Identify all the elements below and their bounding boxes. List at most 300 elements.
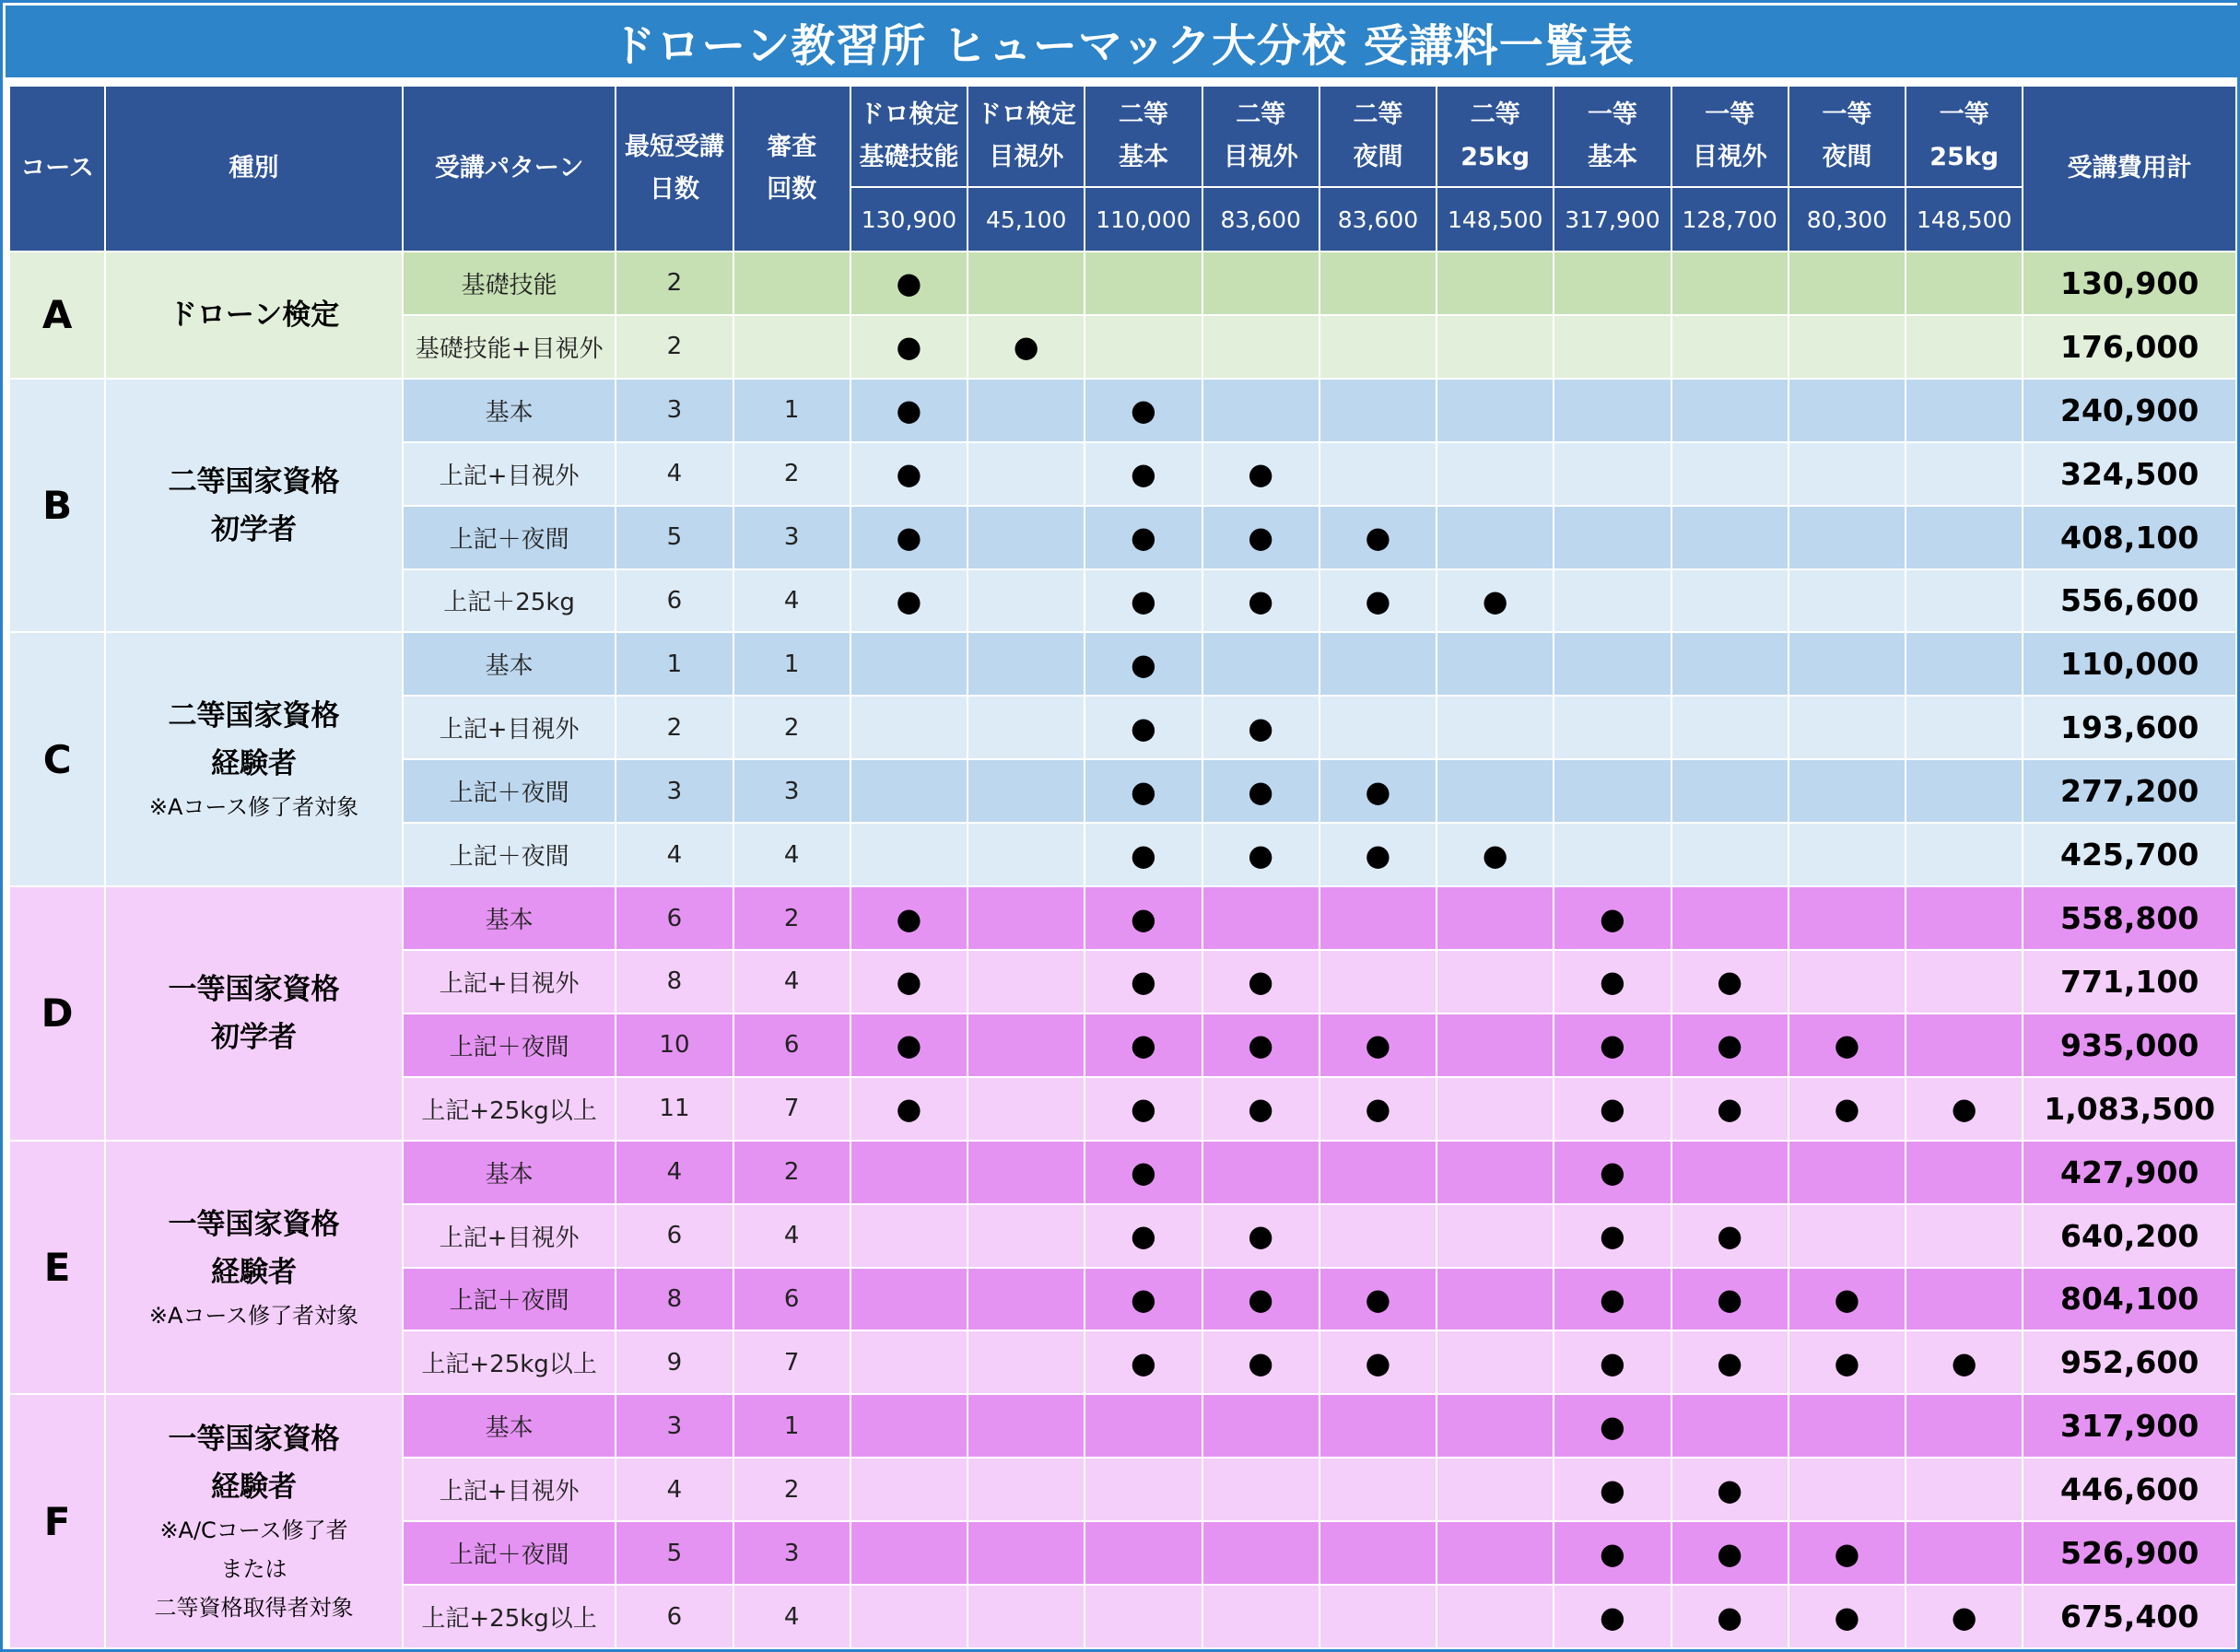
module-label-line1: 二等 xyxy=(1470,100,1520,129)
pattern-cell: 上記＋夜間 xyxy=(403,759,616,823)
module-cell xyxy=(850,1268,968,1331)
min-days-cell: 4 xyxy=(616,1458,733,1521)
module-fee: 110,000 xyxy=(1085,187,1202,252)
included-dot: ● xyxy=(850,506,968,569)
module-label-line2: 夜間 xyxy=(1353,143,1403,171)
review-count-cell xyxy=(733,252,850,315)
module-cell xyxy=(1437,1268,1554,1331)
category-line: ドローン検定 xyxy=(168,298,340,332)
review-count-cell: 4 xyxy=(733,1204,850,1268)
included-dot: ● xyxy=(1085,506,1202,569)
category-line: 経験者 xyxy=(211,1470,298,1505)
category-line: 二等国家資格 xyxy=(168,464,340,498)
module-cell xyxy=(1437,759,1554,823)
module-cell xyxy=(850,1141,968,1204)
module-cell xyxy=(850,1330,968,1394)
module-cell xyxy=(1085,1458,1202,1521)
module-cell xyxy=(968,1521,1085,1585)
course-category xyxy=(105,886,403,1141)
included-dot: ● xyxy=(850,1077,968,1141)
module-cell xyxy=(1319,1141,1437,1204)
pattern-cell: 基本 xyxy=(403,379,616,442)
total-fee-cell: 446,600 xyxy=(2023,1458,2236,1521)
included-dot: ● xyxy=(1085,1330,1202,1394)
min-days-cell: 5 xyxy=(616,506,733,569)
category-line: 一等国家資格 xyxy=(168,972,340,1006)
module-fee: 83,600 xyxy=(1319,187,1437,252)
included-dot: ● xyxy=(1906,1077,2023,1141)
min-days-cell: 11 xyxy=(616,1077,733,1141)
module-cell xyxy=(850,759,968,823)
header-module xyxy=(1671,86,1788,187)
header-pattern: 受講パターン xyxy=(403,86,616,252)
table-row xyxy=(9,1141,2236,1204)
pattern-cell: 上記+目視外 xyxy=(403,1204,616,1268)
included-dot: ● xyxy=(1671,1585,1788,1648)
module-cell xyxy=(968,379,1085,442)
module-cell xyxy=(1437,1330,1554,1394)
min-days-cell: 4 xyxy=(616,442,733,506)
module-cell xyxy=(1788,252,1906,315)
pattern-cell: 上記＋25kg xyxy=(403,569,616,633)
module-cell xyxy=(850,1585,968,1648)
review-count-cell xyxy=(733,315,850,379)
module-cell xyxy=(1788,506,1906,569)
module-cell xyxy=(968,1204,1085,1268)
module-cell xyxy=(1554,632,1671,696)
module-cell xyxy=(1319,1394,1437,1458)
review-count-cell: 7 xyxy=(733,1330,850,1394)
module-cell xyxy=(1437,252,1554,315)
total-fee-cell: 193,600 xyxy=(2023,696,2236,759)
included-dot: ● xyxy=(1906,1585,2023,1648)
course-code: F xyxy=(9,1394,105,1648)
module-label-line2: 目視外 xyxy=(989,143,1064,171)
header-course: コース xyxy=(9,86,105,252)
module-cell xyxy=(1906,1013,2023,1077)
included-dot: ● xyxy=(1202,759,1319,823)
course-category xyxy=(105,252,403,379)
module-cell xyxy=(1554,252,1671,315)
module-cell xyxy=(968,950,1085,1013)
review-count-cell: 1 xyxy=(733,1394,850,1458)
included-dot: ● xyxy=(850,252,968,315)
module-cell xyxy=(1437,632,1554,696)
category-note: または xyxy=(220,1556,287,1583)
included-dot: ● xyxy=(1671,1077,1788,1141)
header-module xyxy=(1437,86,1554,187)
module-label-line2: 夜間 xyxy=(1822,143,1872,171)
module-cell xyxy=(968,442,1085,506)
module-label-line1: 二等 xyxy=(1353,100,1403,129)
module-cell xyxy=(1202,632,1319,696)
included-dot: ● xyxy=(1202,569,1319,633)
min-days-cell: 6 xyxy=(616,886,733,950)
pattern-cell: 上記+目視外 xyxy=(403,696,616,759)
pattern-cell: 基本 xyxy=(403,1394,616,1458)
category-note: ※Aコース修了者対象 xyxy=(148,1302,359,1329)
module-cell xyxy=(1085,1521,1202,1585)
course-code: B xyxy=(9,379,105,633)
module-cell xyxy=(1906,886,2023,950)
included-dot: ● xyxy=(1554,1521,1671,1585)
module-cell xyxy=(1906,1521,2023,1585)
pattern-cell: 上記+25kg以上 xyxy=(403,1585,616,1648)
total-fee-cell: 804,100 xyxy=(2023,1268,2236,1331)
module-cell xyxy=(1085,315,1202,379)
module-cell xyxy=(1202,252,1319,315)
header-review-count xyxy=(733,86,850,252)
module-cell xyxy=(1437,1585,1554,1648)
module-cell xyxy=(1085,1585,1202,1648)
module-label-line2: 25kg xyxy=(1929,143,2000,171)
course-category xyxy=(105,1141,403,1395)
pattern-cell: 基本 xyxy=(403,632,616,696)
included-dot: ● xyxy=(1554,1204,1671,1268)
module-cell xyxy=(1671,442,1788,506)
pattern-cell: 上記+目視外 xyxy=(403,442,616,506)
included-dot: ● xyxy=(1788,1013,1906,1077)
included-dot: ● xyxy=(1202,696,1319,759)
module-cell xyxy=(1906,1141,2023,1204)
module-label-line2: 目視外 xyxy=(1223,143,1298,171)
included-dot: ● xyxy=(1554,1141,1671,1204)
module-cell xyxy=(1437,315,1554,379)
min-days-cell: 4 xyxy=(616,823,733,886)
included-dot: ● xyxy=(1554,950,1671,1013)
module-cell xyxy=(1788,886,1906,950)
included-dot: ● xyxy=(1554,1077,1671,1141)
min-days-cell: 4 xyxy=(616,1141,733,1204)
module-cell xyxy=(968,632,1085,696)
review-count-cell: 4 xyxy=(733,569,850,633)
module-cell xyxy=(1437,506,1554,569)
course-code: E xyxy=(9,1141,105,1395)
module-cell xyxy=(1671,1141,1788,1204)
included-dot: ● xyxy=(850,379,968,442)
included-dot: ● xyxy=(850,886,968,950)
module-cell xyxy=(1319,632,1437,696)
module-cell xyxy=(968,1141,1085,1204)
included-dot: ● xyxy=(1085,1013,1202,1077)
module-label-line1: 一等 xyxy=(1939,100,1989,129)
module-cell xyxy=(968,1394,1085,1458)
min-days-cell: 6 xyxy=(616,569,733,633)
module-cell xyxy=(968,1458,1085,1521)
module-cell xyxy=(1788,442,1906,506)
total-fee-cell: 558,800 xyxy=(2023,886,2236,950)
included-dot: ● xyxy=(1085,1204,1202,1268)
course-code: D xyxy=(9,886,105,1141)
included-dot: ● xyxy=(1319,1268,1437,1331)
category-line: 経験者 xyxy=(211,747,298,781)
module-cell xyxy=(1319,1458,1437,1521)
module-cell xyxy=(850,1458,968,1521)
module-cell xyxy=(1671,569,1788,633)
module-label-line1: ドロ検定 xyxy=(859,100,959,129)
included-dot: ● xyxy=(1319,1013,1437,1077)
module-cell xyxy=(1671,632,1788,696)
module-cell xyxy=(1906,315,2023,379)
module-cell xyxy=(1788,632,1906,696)
pattern-cell: 上記＋夜間 xyxy=(403,823,616,886)
module-cell xyxy=(1906,632,2023,696)
table-row xyxy=(9,632,2236,696)
module-cell xyxy=(1554,315,1671,379)
review-count-cell: 3 xyxy=(733,506,850,569)
module-cell xyxy=(1554,759,1671,823)
included-dot: ● xyxy=(1085,823,1202,886)
module-cell xyxy=(1788,1394,1906,1458)
header-module xyxy=(1554,86,1671,187)
included-dot: ● xyxy=(1202,506,1319,569)
module-fee: 83,600 xyxy=(1202,187,1319,252)
module-cell xyxy=(968,1013,1085,1077)
total-fee-cell: 952,600 xyxy=(2023,1330,2236,1394)
included-dot: ● xyxy=(1319,1077,1437,1141)
review-count-cell: 2 xyxy=(733,696,850,759)
included-dot: ● xyxy=(1319,759,1437,823)
module-cell xyxy=(850,696,968,759)
pattern-cell: 基本 xyxy=(403,886,616,950)
category-line: 一等国家資格 xyxy=(168,1207,340,1241)
module-cell xyxy=(1319,696,1437,759)
category-line: 初学者 xyxy=(211,1020,298,1054)
min-days-cell: 2 xyxy=(616,252,733,315)
review-count-cell: 4 xyxy=(733,823,850,886)
module-cell xyxy=(1437,886,1554,950)
module-label-line1: 一等 xyxy=(1587,100,1637,129)
page-title: ドローン教習所 ヒューマック大分校 受講料一覧表 xyxy=(6,6,2240,77)
pattern-cell: 上記＋夜間 xyxy=(403,506,616,569)
module-cell xyxy=(1437,696,1554,759)
included-dot: ● xyxy=(1085,1268,1202,1331)
header-review-line1: 審査 xyxy=(767,133,817,161)
included-dot: ● xyxy=(1554,1394,1671,1458)
included-dot: ● xyxy=(1319,569,1437,633)
fee-table xyxy=(8,85,2237,1649)
module-cell xyxy=(1202,1521,1319,1585)
module-cell xyxy=(850,1394,968,1458)
header-review-line2: 回数 xyxy=(767,175,817,204)
category-note: ※Aコース修了者対象 xyxy=(148,794,359,821)
module-cell xyxy=(1437,379,1554,442)
header-total: 受講費用計 xyxy=(2023,86,2236,252)
module-cell xyxy=(968,759,1085,823)
module-cell xyxy=(968,696,1085,759)
review-count-cell: 1 xyxy=(733,632,850,696)
module-cell xyxy=(1202,315,1319,379)
module-cell xyxy=(1906,823,2023,886)
module-label-line1: 二等 xyxy=(1236,100,1286,129)
total-fee-cell: 317,900 xyxy=(2023,1394,2236,1458)
review-count-cell: 7 xyxy=(733,1077,850,1141)
module-cell xyxy=(1788,823,1906,886)
module-cell xyxy=(1671,696,1788,759)
module-cell xyxy=(1671,886,1788,950)
included-dot: ● xyxy=(1202,1268,1319,1331)
review-count-cell: 4 xyxy=(733,1585,850,1648)
module-cell xyxy=(850,823,968,886)
header-module xyxy=(1085,86,1202,187)
included-dot: ● xyxy=(850,1013,968,1077)
included-dot: ● xyxy=(1671,1204,1788,1268)
module-cell xyxy=(1554,696,1671,759)
category-note: 二等資格取得者対象 xyxy=(154,1595,354,1622)
module-cell xyxy=(1319,315,1437,379)
included-dot: ● xyxy=(1788,1268,1906,1331)
course-code: A xyxy=(9,252,105,379)
module-cell xyxy=(1319,1521,1437,1585)
min-days-cell: 10 xyxy=(616,1013,733,1077)
module-cell xyxy=(1085,252,1202,315)
included-dot: ● xyxy=(1085,569,1202,633)
module-cell xyxy=(1437,1204,1554,1268)
table-row xyxy=(9,379,2236,442)
module-cell xyxy=(968,1585,1085,1648)
course-code: C xyxy=(9,632,105,886)
review-count-cell: 2 xyxy=(733,442,850,506)
module-label-line1: 一等 xyxy=(1822,100,1872,129)
module-cell xyxy=(1906,1394,2023,1458)
module-cell xyxy=(1319,1585,1437,1648)
module-cell xyxy=(1906,506,2023,569)
included-dot: ● xyxy=(1906,1330,2023,1394)
included-dot: ● xyxy=(1319,506,1437,569)
included-dot: ● xyxy=(1554,886,1671,950)
module-fee: 317,900 xyxy=(1554,187,1671,252)
min-days-cell: 5 xyxy=(616,1521,733,1585)
module-cell xyxy=(1319,379,1437,442)
included-dot: ● xyxy=(1085,379,1202,442)
category-note: ※A/Cコース修了者 xyxy=(159,1517,348,1544)
total-fee-cell: 935,000 xyxy=(2023,1013,2236,1077)
module-cell xyxy=(1671,823,1788,886)
included-dot: ● xyxy=(1202,1330,1319,1394)
included-dot: ● xyxy=(1085,759,1202,823)
module-cell xyxy=(1085,1394,1202,1458)
module-cell xyxy=(1671,759,1788,823)
included-dot: ● xyxy=(1319,823,1437,886)
included-dot: ● xyxy=(1319,1330,1437,1394)
total-fee-cell: 408,100 xyxy=(2023,506,2236,569)
included-dot: ● xyxy=(850,569,968,633)
module-cell xyxy=(968,823,1085,886)
table-row xyxy=(9,1394,2236,1458)
module-cell xyxy=(1202,886,1319,950)
category-line: 経験者 xyxy=(211,1255,298,1289)
header-module xyxy=(1319,86,1437,187)
module-cell xyxy=(968,252,1085,315)
module-label-line2: 基本 xyxy=(1587,143,1637,171)
module-cell xyxy=(968,569,1085,633)
module-cell xyxy=(1906,252,2023,315)
review-count-cell: 6 xyxy=(733,1268,850,1331)
module-cell xyxy=(1437,1521,1554,1585)
included-dot: ● xyxy=(850,315,968,379)
total-fee-cell: 427,900 xyxy=(2023,1141,2236,1204)
module-cell xyxy=(1788,696,1906,759)
module-cell xyxy=(1437,1077,1554,1141)
review-count-cell: 3 xyxy=(733,1521,850,1585)
min-days-cell: 9 xyxy=(616,1330,733,1394)
pattern-cell: 上記+25kg以上 xyxy=(403,1077,616,1141)
total-fee-cell: 675,400 xyxy=(2023,1585,2236,1648)
table-row xyxy=(9,886,2236,950)
included-dot: ● xyxy=(1202,1077,1319,1141)
table-body xyxy=(9,252,2236,1648)
module-cell xyxy=(1788,379,1906,442)
included-dot: ● xyxy=(1788,1585,1906,1648)
min-days-cell: 8 xyxy=(616,950,733,1013)
module-label-line1: 一等 xyxy=(1705,100,1755,129)
included-dot: ● xyxy=(1085,1141,1202,1204)
module-cell xyxy=(1437,1141,1554,1204)
included-dot: ● xyxy=(1437,823,1554,886)
category-line: 初学者 xyxy=(211,512,298,546)
module-fee: 148,500 xyxy=(1906,187,2023,252)
total-fee-cell: 771,100 xyxy=(2023,950,2236,1013)
module-cell xyxy=(968,886,1085,950)
module-cell xyxy=(1554,379,1671,442)
module-cell xyxy=(1671,506,1788,569)
total-fee-cell: 240,900 xyxy=(2023,379,2236,442)
total-fee-cell: 324,500 xyxy=(2023,442,2236,506)
module-cell xyxy=(1202,379,1319,442)
min-days-cell: 2 xyxy=(616,315,733,379)
module-cell xyxy=(1202,1458,1319,1521)
included-dot: ● xyxy=(1788,1077,1906,1141)
module-cell xyxy=(968,1330,1085,1394)
total-fee-cell: 526,900 xyxy=(2023,1521,2236,1585)
module-cell xyxy=(1319,252,1437,315)
module-cell xyxy=(1437,1458,1554,1521)
included-dot: ● xyxy=(850,442,968,506)
course-category xyxy=(105,379,403,633)
total-fee-cell: 277,200 xyxy=(2023,759,2236,823)
module-cell xyxy=(1671,379,1788,442)
header-module xyxy=(1788,86,1906,187)
module-cell xyxy=(1906,1204,2023,1268)
header-module xyxy=(1202,86,1319,187)
header-module xyxy=(968,86,1085,187)
review-count-cell: 2 xyxy=(733,886,850,950)
min-days-cell: 2 xyxy=(616,696,733,759)
total-fee-cell: 640,200 xyxy=(2023,1204,2236,1268)
module-cell xyxy=(1906,1268,2023,1331)
module-fee: 45,100 xyxy=(968,187,1085,252)
pattern-cell: 上記+目視外 xyxy=(403,950,616,1013)
included-dot: ● xyxy=(1437,569,1554,633)
module-fee: 128,700 xyxy=(1671,187,1788,252)
total-fee-cell: 1,083,500 xyxy=(2023,1077,2236,1141)
included-dot: ● xyxy=(1554,1458,1671,1521)
total-fee-cell: 130,900 xyxy=(2023,252,2236,315)
min-days-cell: 6 xyxy=(616,1585,733,1648)
review-count-cell: 1 xyxy=(733,379,850,442)
header-min-days-line1: 最短受講 xyxy=(624,133,724,161)
min-days-cell: 3 xyxy=(616,1394,733,1458)
header-module xyxy=(1906,86,2023,187)
header-min-days xyxy=(616,86,733,252)
module-cell xyxy=(968,1268,1085,1331)
included-dot: ● xyxy=(1554,1268,1671,1331)
module-cell xyxy=(1906,1458,2023,1521)
total-fee-cell: 176,000 xyxy=(2023,315,2236,379)
review-count-cell: 4 xyxy=(733,950,850,1013)
module-cell xyxy=(1319,442,1437,506)
pattern-cell: 上記＋夜間 xyxy=(403,1268,616,1331)
